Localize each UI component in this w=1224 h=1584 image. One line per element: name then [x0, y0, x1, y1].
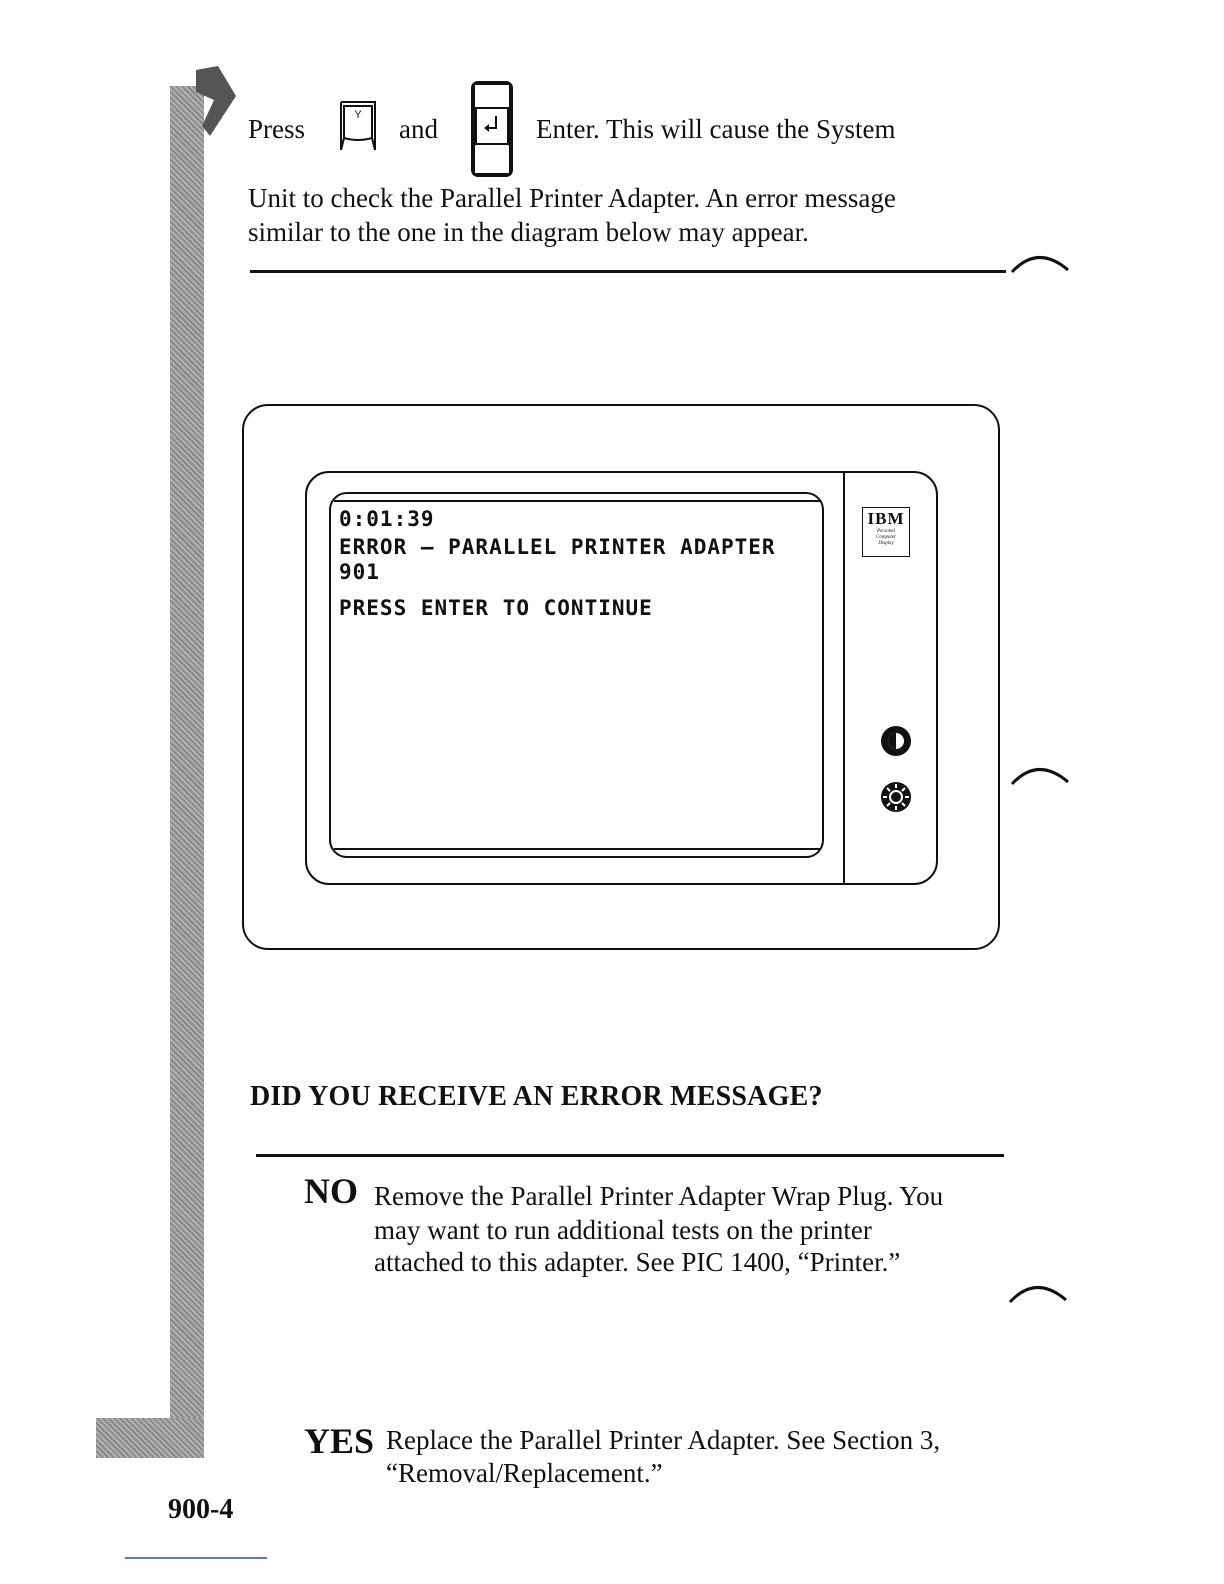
- monitor-control-divider: [843, 472, 845, 884]
- y-key-icon: [338, 100, 378, 152]
- separator-rule-bottom: [256, 1154, 1004, 1157]
- question-heading: DID YOU RECEIVE AN ERROR MESSAGE?: [250, 1081, 823, 1112]
- ibm-badge: [862, 507, 910, 557]
- no-text-line-3: attached to this adapter. See PIC 1400, “Printer.”: [374, 1247, 901, 1277]
- flow-arrow-icon: [196, 66, 240, 138]
- enter-key-icon: [468, 80, 516, 178]
- press-text: Press: [248, 114, 306, 144]
- flow-bar: [170, 86, 204, 1456]
- bottom-edge-line: [125, 1557, 267, 1559]
- no-text-line-1: Remove the Parallel Printer Adapter Wrap Plug. You: [374, 1181, 944, 1211]
- screen-code: 901: [339, 560, 380, 584]
- contrast-knob-icon: [879, 724, 913, 758]
- flow-bar-foot: [96, 1418, 204, 1458]
- brightness-knob-icon: [879, 780, 913, 814]
- badge-line-3: Display: [878, 541, 894, 546]
- badge-line-1: Personal: [876, 529, 896, 534]
- screen-time: 0:01:39: [339, 507, 435, 531]
- page-number: 900-4: [168, 1494, 234, 1525]
- binder-tab-icon: [1008, 246, 1072, 316]
- screen-error: ERROR – PARALLEL PRINTER ADAPTER: [339, 535, 776, 559]
- badge-line-2: Computer: [876, 535, 896, 540]
- binder-tab-icon: [1006, 1276, 1070, 1346]
- binder-tab-icon: [1008, 758, 1072, 828]
- screen-edge-bottom: [334, 848, 820, 850]
- screen-prompt: PRESS ENTER TO CONTINUE: [339, 596, 653, 620]
- yes-label: YES: [304, 1421, 375, 1461]
- instruction-line-3: similar to the one in the diagram below may appear.: [248, 217, 809, 247]
- ibm-logo: IBM: [867, 509, 905, 528]
- no-label: NO: [304, 1171, 358, 1211]
- no-text-line-2: may want to run additional tests on the printer: [374, 1215, 872, 1245]
- separator-rule-top: [250, 270, 1006, 273]
- screen-edge-top: [334, 500, 820, 502]
- and-text: and: [399, 114, 438, 144]
- y-key-label: Y: [354, 109, 362, 121]
- yes-text-line-1: Replace the Parallel Printer Adapter. See Section 3,: [386, 1425, 941, 1455]
- enter-text: Enter. This will cause the System: [536, 114, 896, 144]
- instruction-line-2: Unit to check the Parallel Printer Adapter. An error message: [248, 183, 896, 213]
- yes-text-line-2: “Removal/Replacement.”: [386, 1458, 663, 1488]
